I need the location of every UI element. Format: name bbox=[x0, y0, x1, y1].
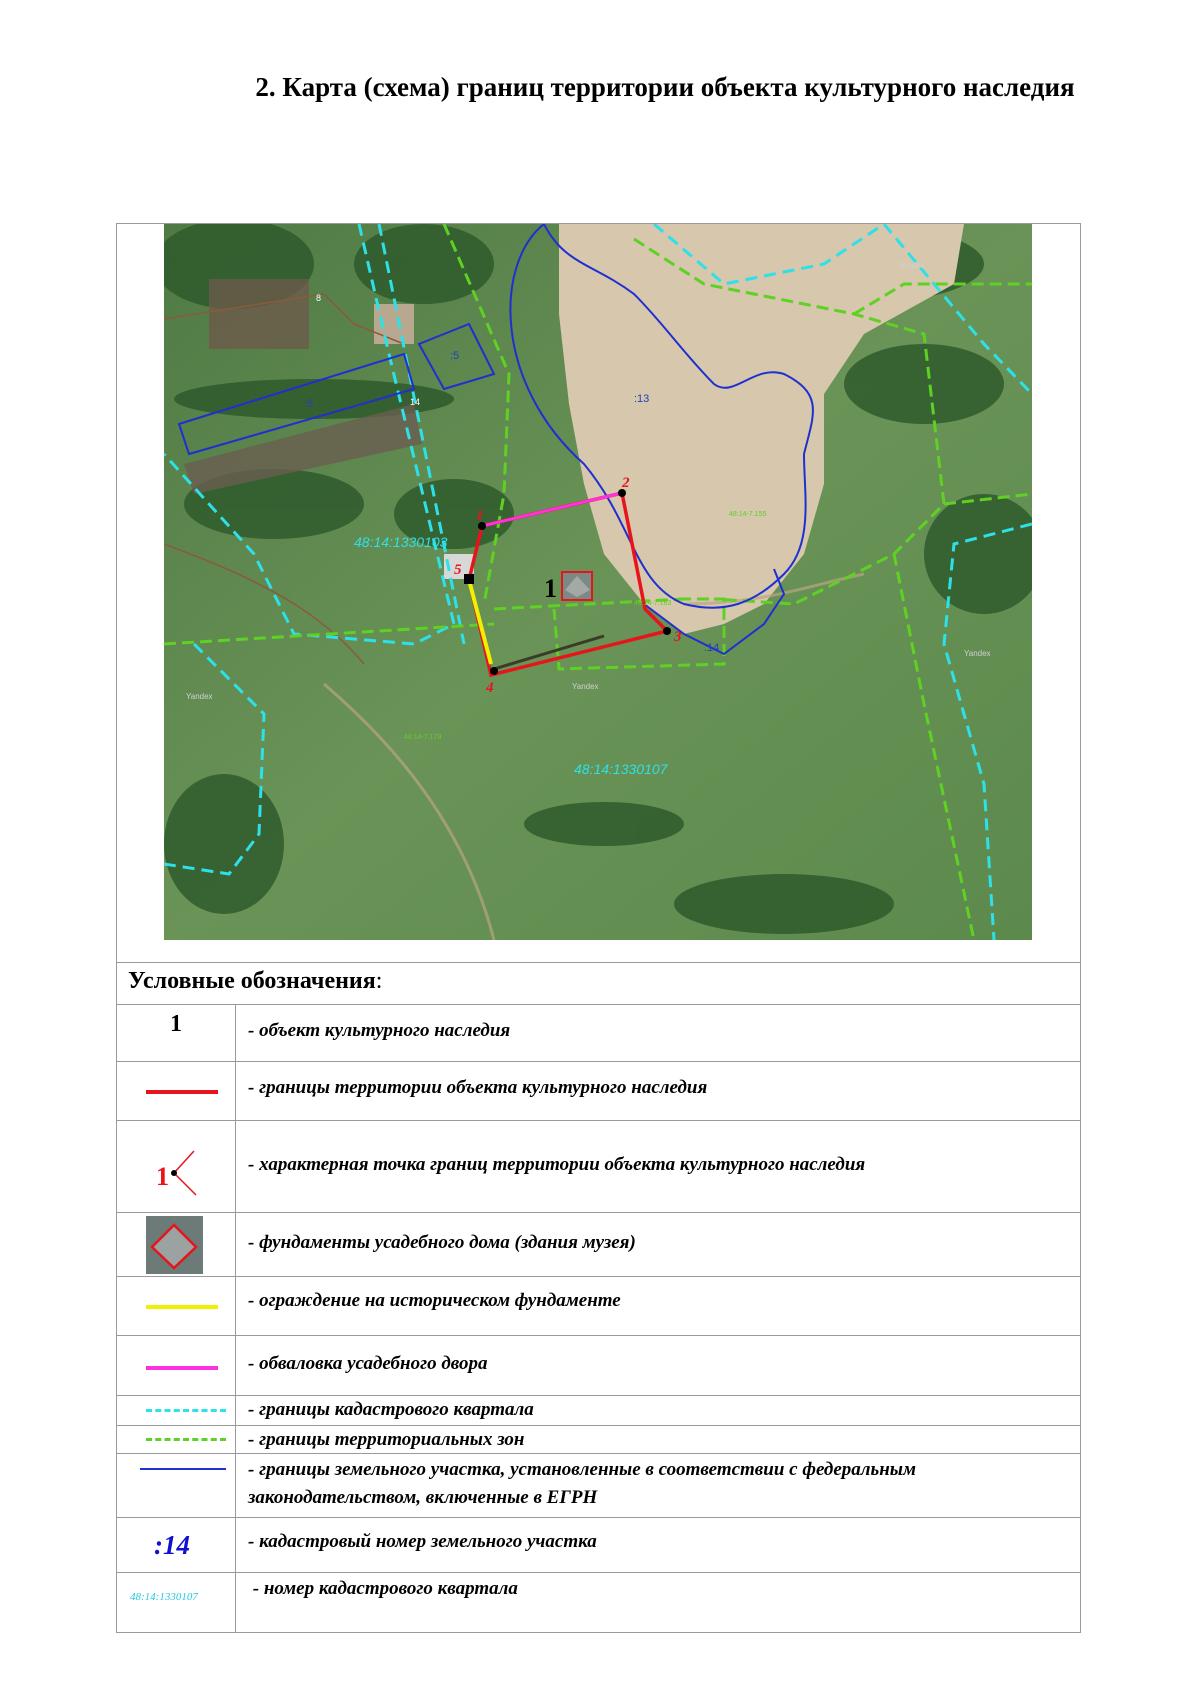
point-label: 2 bbox=[622, 475, 630, 491]
svg-text::5: :5 bbox=[450, 350, 460, 362]
svg-text::5: :5 bbox=[304, 398, 314, 410]
legend-row-fence: - ограждение на историческом фундаменте bbox=[116, 1276, 1081, 1335]
svg-text::13: :13 bbox=[634, 393, 650, 405]
svg-text:48:14-7.179: 48:14-7.179 bbox=[404, 734, 442, 741]
legend-row-quarter-number: 48:14:1330107 - номер кадастрового квартала bbox=[116, 1572, 1081, 1633]
legend-row-quarter-line: - границы кадастрового квартала bbox=[116, 1395, 1081, 1425]
svg-text::14: :14 bbox=[704, 642, 720, 654]
svg-text:48:14:1330103: 48:14:1330103 bbox=[354, 534, 448, 550]
building bbox=[374, 304, 414, 344]
svg-text:14: 14 bbox=[410, 397, 421, 407]
svg-text:1: 1 bbox=[156, 1162, 169, 1191]
heritage-object bbox=[544, 572, 592, 603]
svg-text:Yandex: Yandex bbox=[186, 692, 213, 701]
legend-row-parcel-number: :14 - кадастровый номер земельного участка bbox=[116, 1517, 1081, 1572]
page-title: 2. Карта (схема) границ территории объекта культурного наследия bbox=[255, 72, 1075, 102]
svg-text:8: 8 bbox=[316, 293, 322, 303]
map-image bbox=[164, 224, 1032, 940]
point-label: 3 bbox=[674, 629, 682, 645]
point-label: 5 bbox=[454, 562, 462, 578]
legend-row-zone-line: - границы территориальных зон bbox=[116, 1425, 1081, 1453]
svg-text:Yandex: Yandex bbox=[898, 261, 925, 270]
legend-heading: Условные обозначения: bbox=[116, 962, 1081, 1004]
svg-text:48:14:1330107: 48:14:1330107 bbox=[574, 761, 668, 777]
legend-row-object: 1 - объект культурного наследия bbox=[116, 1004, 1081, 1061]
legend-row-boundary: - границы территории объекта культурного наследия bbox=[116, 1061, 1081, 1120]
svg-text:48:14-7.163: 48:14-7.163 bbox=[634, 600, 672, 607]
legend-row-foundation: - фундаменты усадебного дома (здания музея) bbox=[116, 1212, 1081, 1276]
point-label: 1 bbox=[476, 508, 484, 524]
foundation-icon bbox=[116, 1213, 236, 1277]
legend-row-rampart: - обваловка усадебного двора bbox=[116, 1335, 1081, 1395]
point-label: 4 bbox=[486, 680, 494, 696]
svg-text:Yandex: Yandex bbox=[964, 649, 991, 658]
svg-text:48:14-7.155: 48:14-7.155 bbox=[729, 511, 767, 518]
svg-text:Yandex: Yandex bbox=[572, 682, 599, 691]
legend-row-parcel-line: - границы земельного участка, установленные в соответствии с федеральным законодательством, включенные в ЕГРН bbox=[116, 1453, 1081, 1517]
legend-row-point: 1 - характерная точка границ территории объекта культурного наследия bbox=[116, 1120, 1081, 1212]
svg-text:1: 1 bbox=[544, 574, 557, 603]
